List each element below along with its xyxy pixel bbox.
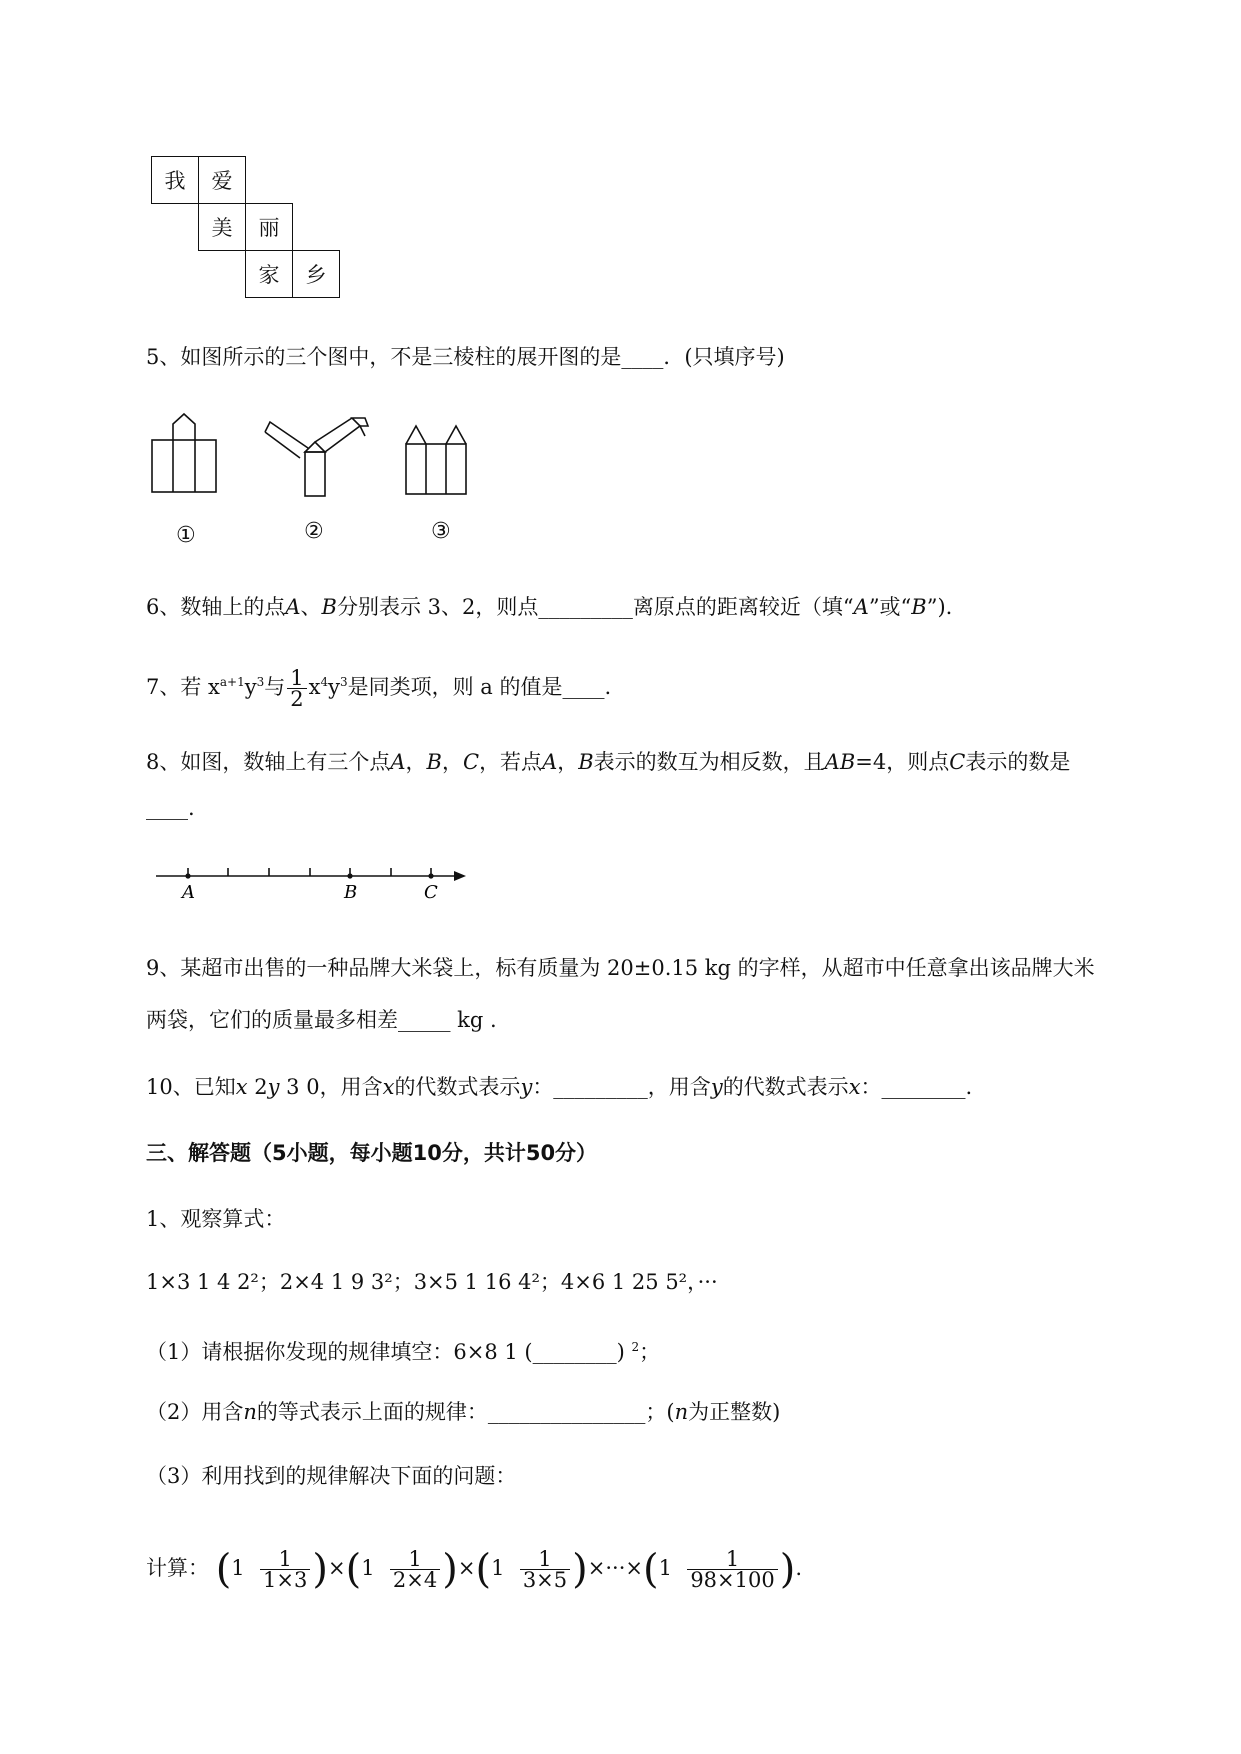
question-8-line-1: 8、如图，数轴上有三个点A，B，C，若点A，B表示的数互为相反数，且AB=4，则点C表示的数是 bbox=[146, 750, 1071, 774]
cube-cell-6: 乡 bbox=[292, 250, 340, 298]
question-7: 7、若 $x^{a+1}y^3$与 $\frac{1}{2}$ $x^4y^3$是同类项，则 a 的值是____. bbox=[146, 666, 612, 711]
prism-net-1 bbox=[152, 414, 216, 492]
question-6: 6、数轴上的点A、B分别表示 3、2，则点_________离原点的距离较近（填“A”或“B”). bbox=[146, 595, 953, 619]
question-9-line-2: 两袋，它们的质量最多相差_____ kg . bbox=[146, 1008, 497, 1032]
cube-cell-5: 家 bbox=[245, 250, 293, 298]
calc-fraction-1: $\frac{1}{1\times 3}$ bbox=[260, 1549, 310, 1590]
calc-fraction-3: $\frac{1}{3\times 5}$ bbox=[520, 1549, 570, 1590]
problem-1-title: 1、观察算式： bbox=[146, 1207, 286, 1231]
prism-net-3 bbox=[406, 426, 466, 494]
figure-label-3: ③ bbox=[431, 519, 451, 544]
axis-label-a: A bbox=[182, 882, 195, 903]
problem-1-sub-3: （3）利用找到的规律解决下面的问题： bbox=[146, 1464, 517, 1488]
question-5: 5、如图所示的三个图中，不是三棱柱的展开图的是____．(只填序号) bbox=[146, 345, 785, 369]
question-10: 10、已知x 2y 3 0，用含x的代数式表示y：_________，用含y的代数式表示x：________. bbox=[146, 1075, 973, 1099]
question-8-line-2: ____. bbox=[146, 796, 195, 820]
question-9-line-1: 9、某超市出售的一种品牌大米袋上，标有质量为 20±0.15 kg 的字样，从超市中任意拿出该品牌大米 bbox=[146, 956, 1095, 980]
section-3-title: 三、解答题（5小题，每小题10分，共计50分） bbox=[146, 1141, 598, 1165]
problem-1-sub-2: （2）用含n的等式表示上面的规律：_______________；(n为正整数) bbox=[146, 1400, 781, 1424]
problem-1-sub-1: （1）请根据你发现的规律填空：6×8 1 (________) $^2$； bbox=[146, 1340, 661, 1364]
cube-cell-2: 爱 bbox=[198, 156, 246, 204]
axis-label-b: B bbox=[344, 882, 358, 903]
calculation-expression: 计算： (1 $\frac{1}{1\times 3}$ )×(1 $\frac{1}{2\times 4}$ )×(1 $\frac{1}{3\times 5}$ )×···×(1 $\frac{1}{98\times 100}$ ). bbox=[146, 1546, 803, 1593]
fraction: $\frac{1}{2}$ bbox=[287, 668, 306, 709]
answer-blank: _________ bbox=[538, 595, 633, 619]
calc-fraction-2: $\frac{1}{2\times 4}$ bbox=[390, 1549, 440, 1590]
cube-cell-1: 我 bbox=[151, 156, 199, 204]
cube-cell-4: 丽 bbox=[245, 203, 293, 251]
figure-label-2: ② bbox=[304, 519, 324, 544]
axis-label-c: C bbox=[424, 882, 438, 903]
number-line-figure bbox=[150, 862, 470, 906]
calc-fraction-4: $\frac{1}{98\times 100}$ bbox=[687, 1549, 777, 1590]
figure-label-1: ① bbox=[176, 523, 196, 548]
cube-cell-3: 美 bbox=[198, 203, 246, 251]
problem-1-formula: 1×3 1 4 2²；2×4 1 9 3²；3×5 1 16 4²；4×6 1 25 5²，··· bbox=[146, 1270, 718, 1294]
prism-net-2 bbox=[265, 418, 368, 496]
